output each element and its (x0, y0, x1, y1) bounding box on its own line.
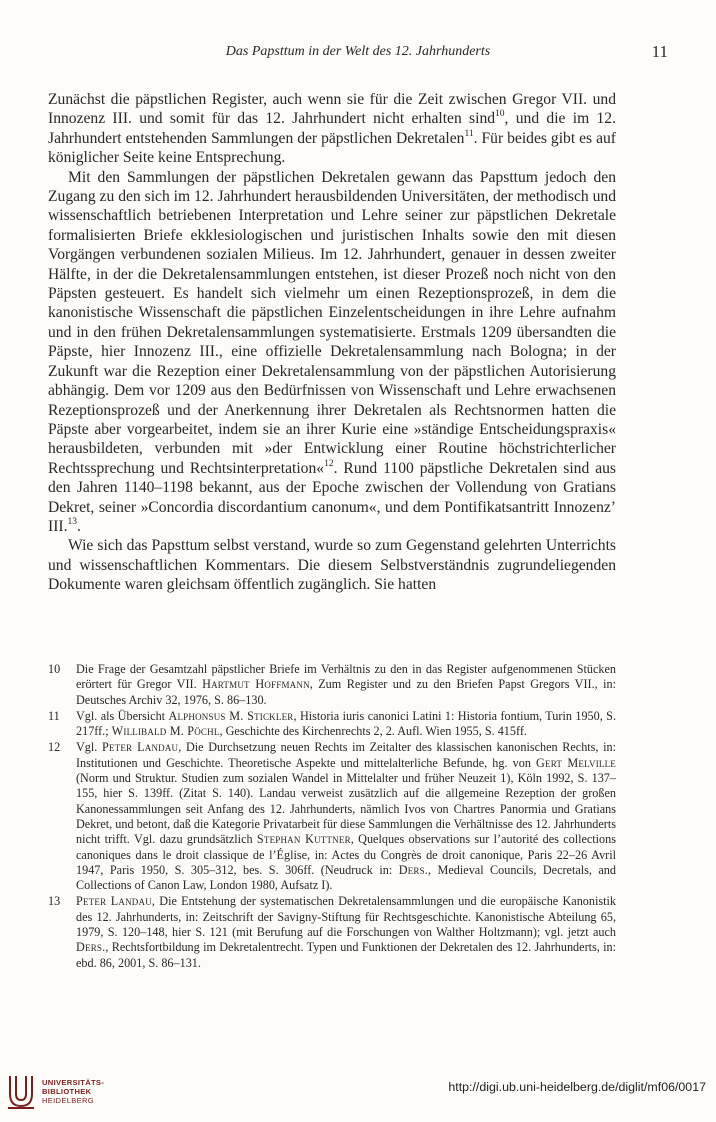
footnote-text: , Quelques observations sur l’autorité des collections canoniques dans le droit classique de l’Église, in: Actes du Congrès de droit canonique, Paris 22–26 Avril 1947, Paris 1950, S. 305–312, bes. S. 306ff. (Neudruck in: (76, 832, 616, 877)
paragraph-1 (48, 90, 616, 168)
footnote-text: , Geschichte des Kirchenrechts 2, 2. Aufl. Wien 1955, S. 415ff. (219, 724, 527, 739)
author-name: Alphonsus M. Stickler (168, 708, 294, 723)
footer (0, 1062, 716, 1122)
footnote-text: Die Frage der Gesamtzahl päpstlicher Briefe im Verhältnis zu den in das Register aufgenommenen Stücken erörtert für Gregor VII. (76, 662, 616, 692)
footnote-text: , Zum Register und zu den Briefen Papst Gregors VII., in: Deutsches Archiv 32, 1976, S. 86–130. (76, 677, 616, 707)
logo-line-1: UNIVERSITÄTS- (42, 1078, 105, 1087)
library-logo-text (42, 1078, 104, 1105)
author-name: Hartmut Hoffmann (202, 677, 310, 692)
footnotes (48, 662, 616, 972)
author-name: Ders. (398, 862, 429, 877)
library-logo-icon (6, 1074, 36, 1110)
footnote-ref-11: 11 (464, 128, 474, 139)
paragraph-1-text-a: Zunächst die päpstlichen Register, auch wenn sie für die Zeit zwischen Gregor VII. und Innozenz III. und somit für das 12. Jahrhundert nicht erhalten sind (48, 91, 616, 128)
author-name: Ders. (76, 940, 106, 955)
author-name: Peter Landau (76, 894, 152, 909)
logo-line-3: HEIDELBERG (42, 1096, 94, 1105)
paragraph-3: Wie sich das Papsttum selbst verstand, wurde so zum Gegenstand gelehrten Unterrichts und wissenschaftlichen Kommentars. Die diesem Selbstverständnis zugrundeliegenden Dokumente waren gleichsam öffentlich zugänglich. Sie hatten (48, 537, 616, 594)
footnote-number: 13 (48, 894, 61, 909)
main-text (48, 90, 616, 595)
author-name: Stephan Kuttner (256, 832, 351, 847)
footnote-text: , Die Entstehung der systematischen Dekretalensammlungen und die europäische Kanonistik des 12. Jahrhunderts, in: Zeitschrift der Savigny-Stiftung für Rechtsgeschichte. Kanonistische Abteilung 65, 1979, S. 120–148, hier S. 121 (mit Berufung auf die Forschungen von Walther Holtzmann); vgl. jetzt auch (76, 894, 616, 940)
paragraph-2-text-c: . (76, 517, 81, 535)
running-title: Das Papsttum in der Welt des 12. Jahrhunderts (225, 44, 491, 59)
page-number: 11 (651, 42, 668, 61)
paragraph-2-text-b: . Rund 1100 päpstliche Dekretalen sind aus den Jahren 1140–1198 bekannt, aus der Epoche zwischen der Vollendung von Gratians Dekret, seiner »Concordia discordantium canonum«, und dem Pontifikatsantritt Innozenz’ III. (48, 459, 616, 535)
footnote-number: 10 (48, 662, 61, 676)
library-logo[interactable] (6, 1074, 116, 1114)
footnote-text: , Rechtsfortbildung im Dekretalentrecht. Typen und Funktionen der Dekretalen des 12. Jahrhunderts, in: ebd. 86, 2001, S. 86–131. (76, 940, 616, 970)
footnote-ref-10: 10 (495, 109, 505, 120)
source-url-link[interactable]: http://digi.ub.uni-heidelberg.de/diglit/mf06/0017 (448, 1080, 706, 1094)
author-name: Peter Landau (101, 740, 179, 755)
logo-line-2: BIBLIOTHEK (42, 1087, 92, 1096)
footnote-number: 11 (48, 708, 60, 723)
author-name: Willibald M. Pöchl (111, 724, 220, 739)
footnote-ref-12: 12 (324, 458, 334, 469)
paragraph-2-text-a: Mit den Sammlungen der päpstlichen Dekretalen gewann das Papsttum jedoch den Zugang zu den sich im 12. Jahrhundert herausbildenden Universitäten, der methodisch und wissenschaftlich betriebenen Interpretation und Lehre seiner zur päpstlichen Dekretale formalisierten Briefe ekklesiologischen und juristischen Inhalts sowie den mit diesen Vorgängen verbundenen sozialen Milieus. Im 12. Jahrhundert, genauer in dessen zweiter Hälfte, in der die Dekretalensammlungen entstehen, ist dieser Prozeß noch nicht von den Päpsten gesteuert. Es handelt sich vielmehr um einen Rezeptionsprozeß, in dem die kanonistische Wissenschaft die päpstlichen Einzelentscheidungen in ihre Lehre aufnahm und in den frühen Dekretalensammlungen systematisierte. Erstmals 1209 übersandten die Päpste, hier Innozenz III., eine offizielle Dekretalensammlung nach Bologna; in der Zukunft war die Rezeption einer Dekretalensammlung von der päpstlichen Autorisierung abhängig. Dem vor 1209 aus den Bedürfnissen von Wissenschaft und Lehre erwachsenen Rezeptionsprozeß und der Anerkennung ihrer Dekretalen als Rechtsnormen hatten die Päpste aber vorgearbeitet, indem sie an ihrer Kurie eine »ständige Entscheidungspraxis« herausbildeten, verbunden mit »der Entwicklung einer Routine höchstrichterlicher Rechtssprechung und Rechtsinterpretation« (48, 168, 616, 477)
footnote-12 (48, 740, 616, 893)
paragraph-1-text-b: , und die im 12. Jahrhundert entstehenden Sammlungen der päpstlichen Dekretalen (48, 110, 617, 147)
paragraph-2 (48, 168, 616, 537)
footnote-number: 12 (48, 740, 61, 755)
footnote-text: (Norm und Struktur. Studien zum sozialen Wandel in Mittelalter und früher Neuzeit 1), Köln 1992, S. 137–155, hier S. 139ff. (Zitat S. 140). Landau verweist zusätzlich auf die allgemeine Rezeption der großen Kanonessammlungen seit Anfang des 12. Jahrhunderts, nämlich Ivos von Chartres Panormia und Gratians Dekret, und betont, daß die Kategorie Privatarbeit für diese Sammlungen die Verhältnisse des 12. Jahrhunderts nicht trifft. Vgl. dazu grundsätzlich (76, 771, 616, 847)
running-head (48, 42, 668, 64)
footnote-ref-13: 13 (67, 516, 77, 527)
footnote-11 (48, 709, 616, 740)
paragraph-1-text-c: . Für beides gibt es auf königlicher Seite keine Entsprechung. (48, 129, 616, 167)
footnote-text: Vgl. als Übersicht (76, 708, 169, 723)
footnote-text: , Medieval Councils, Decretals, and Collections of Canon Law, London 1980, Aufsatz I). (76, 862, 616, 893)
footnote-text: , Historia iuris canonici Latini 1: Historia fontium, Turin 1950, S. 217ff.; (76, 708, 617, 739)
footnote-text: , Die Durchsetzung neuen Rechts im Zeitalter des klassischen kanonischen Rechts, in: Institutionen und Geschichte. Theoretische Aspekte und mittelalterliche Befunde, hg. von (76, 740, 616, 770)
footnote-text: Vgl. (76, 740, 102, 755)
footnote-13 (48, 894, 616, 970)
footnote-10 (48, 662, 616, 708)
author-name: Gert Melville (536, 755, 616, 770)
